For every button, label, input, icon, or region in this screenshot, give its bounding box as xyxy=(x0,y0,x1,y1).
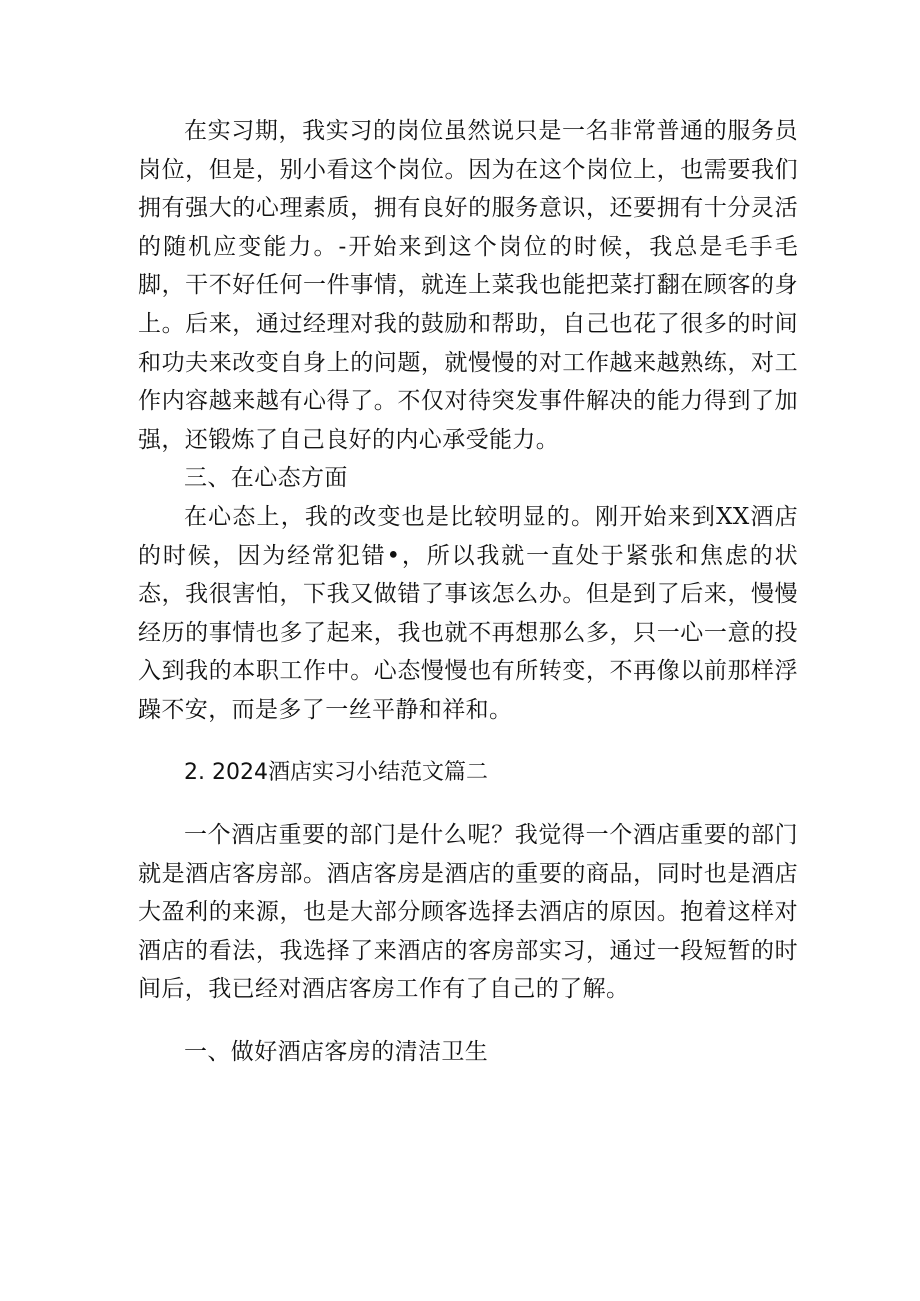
section-title-part-two: 2. 2024酒店实习小结范文篇二 xyxy=(184,759,488,785)
paragraph-housekeeping-department: 一个酒店重要的部门是什么呢？我觉得一个酒店重要的部门就是酒店客房部。酒店客房是酒店的重要的商品，同时也是酒店大盈利的来源，也是大部分顾客选择去酒店的原因。抱着这样对酒店的看法，我选择了来酒店的客房部实习，通过一段短暂的时间后，我已经对酒店客房工作有了自己的了解。 xyxy=(138,822,798,1003)
paragraph-internship-position: 在实习期，我实习的岗位虽然说只是一名非常普通的服务员岗位，但是，别小看这个岗位。因为在这个岗位上，也需要我们拥有强大的心理素质，拥有良好的服务意识，还要拥有十分灵活的随机应变能力。-开始来到这个岗位的时候，我总是毛手毛脚，干不好任何一件事情，就连上菜我也能把菜打翻在顾客的身上。后来，通过经理对我的鼓励和帮助，自己也花了很多的时间和功夫来改变自身上的问题，就慢慢的对工作越来越熟练，对工作内容越来越有心得了。不仅对待突发事件解决的能力得到了加强，还锻炼了自己良好的内心承受能力。 xyxy=(138,118,798,453)
document-body xyxy=(138,112,798,1072)
paragraph-mindset: 在心态上，我的改变也是比较明显的。刚开始来到XX酒店的时候，因为经常犯错•，所以我就一直处于紧张和焦虑的状态，我很害怕，下我又做错了事该怎么办。但是到了后来，慢慢经历的事情也多了起来，我也就不再想那么多，只一心一意的投入到我的本职工作中。心态慢慢也有所转变，不再像以前那样浮躁不安，而是多了一丝平静和祥和。 xyxy=(138,503,798,723)
heading-mindset: 三、在心态方面 xyxy=(184,465,348,492)
heading-room-cleaning: 一、做好酒店客房的清洁卫生 xyxy=(184,1039,489,1066)
